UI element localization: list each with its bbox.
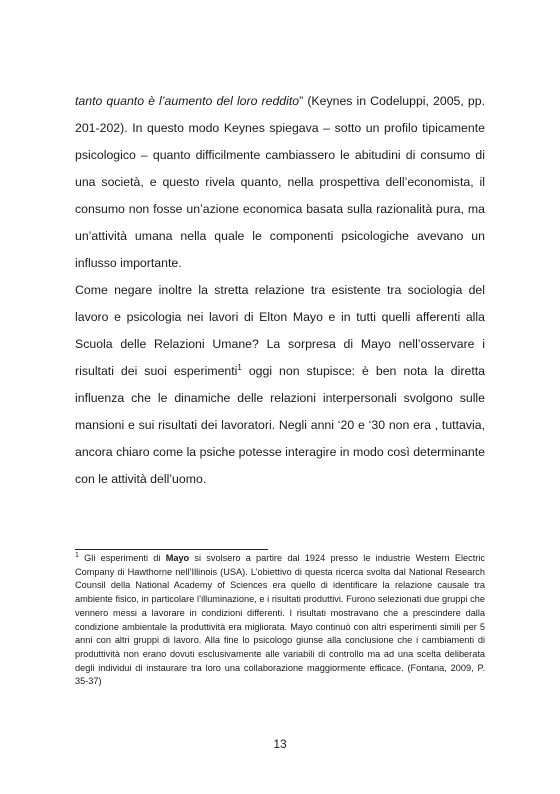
footnote-text: si svolsero a partire dal 1924 presso le industrie Western Electric Company di Hawthorne nell’Illinois (USA). L’obiettivo di questa ricerca svolta dal National Research Counsil della National Academy of Sciences era quello di identificare la relazione causale tra ambiente fisico, in particolare l’illuminazione, e i risultati produttivi. Furono selezionati due gruppi che vennero messi a lavorare in condizioni differenti. I risultati mostravano che a prescindere dalla condizione ambientale la produttività era migliorata. Mayo continuò con altri esperimenti simili per 5 anni con altri gruppi di lavoro. Alla fine lo psicologo giunse alla conclusione che i cambiamenti di produttività non erano dovuti esclusivamente alle variabili di controllo ma ad una scelta deliberata degli individui di instaurare tra loro una collaborazione maggiormente efficace. (Fontana, 2009, P. 35-37): [75, 553, 485, 687]
paragraph-1: [75, 88, 485, 277]
paragraph-2: [75, 277, 485, 493]
paragraph-1-text: ” (Keynes in Codeluppi, 2005, pp. 201-202). In questo modo Keynes spiegava – sotto un profilo tipicamente psicologico – quanto difficilmente cambiassero le abitudini di consumo di una società, e questo rivela quanto, nella prospettiva dell’economista, il consumo non fosse un’azione economica basata sulla razionalità pura, ma un’attività umana nella quale le componenti psicologiche avevano un influsso importante.: [75, 94, 485, 270]
page-number: 13: [273, 737, 287, 751]
footnote: [75, 552, 485, 689]
footnote-reference: 1: [237, 362, 242, 372]
footnote-separator: [75, 549, 268, 550]
footnote-lead: Gli esperimenti di: [78, 553, 166, 563]
body-text: [75, 88, 485, 493]
footnote-bold-name: Mayo: [165, 553, 190, 563]
paragraph-2-text-a: Come negare inoltre la stretta relazione tra esistente tra sociologia del lavoro e psicologia nei lavori di Elton Mayo e in tutti quelli afferenti alla Scuola delle Relazioni Umane? La sorpresa di Mayo nell’osservare i risultati dei suoi esperimenti: [75, 283, 485, 378]
footnote-marker: 1: [75, 551, 79, 559]
paragraph-2-text-b: oggi non stupisce: è ben nota la diretta influenza che le dinamiche delle relazioni interpersonali svolgono sulle mansioni e sui risultati dei lavoratori. Negli anni ‘20 e ‘30 non era , tuttavia, ancora chiaro come la psiche potesse interagire in modo così determinante con le attività dell’uomo.: [75, 364, 485, 486]
keynes-quote: tanto quanto è l’aumento del loro reddito: [75, 94, 300, 108]
